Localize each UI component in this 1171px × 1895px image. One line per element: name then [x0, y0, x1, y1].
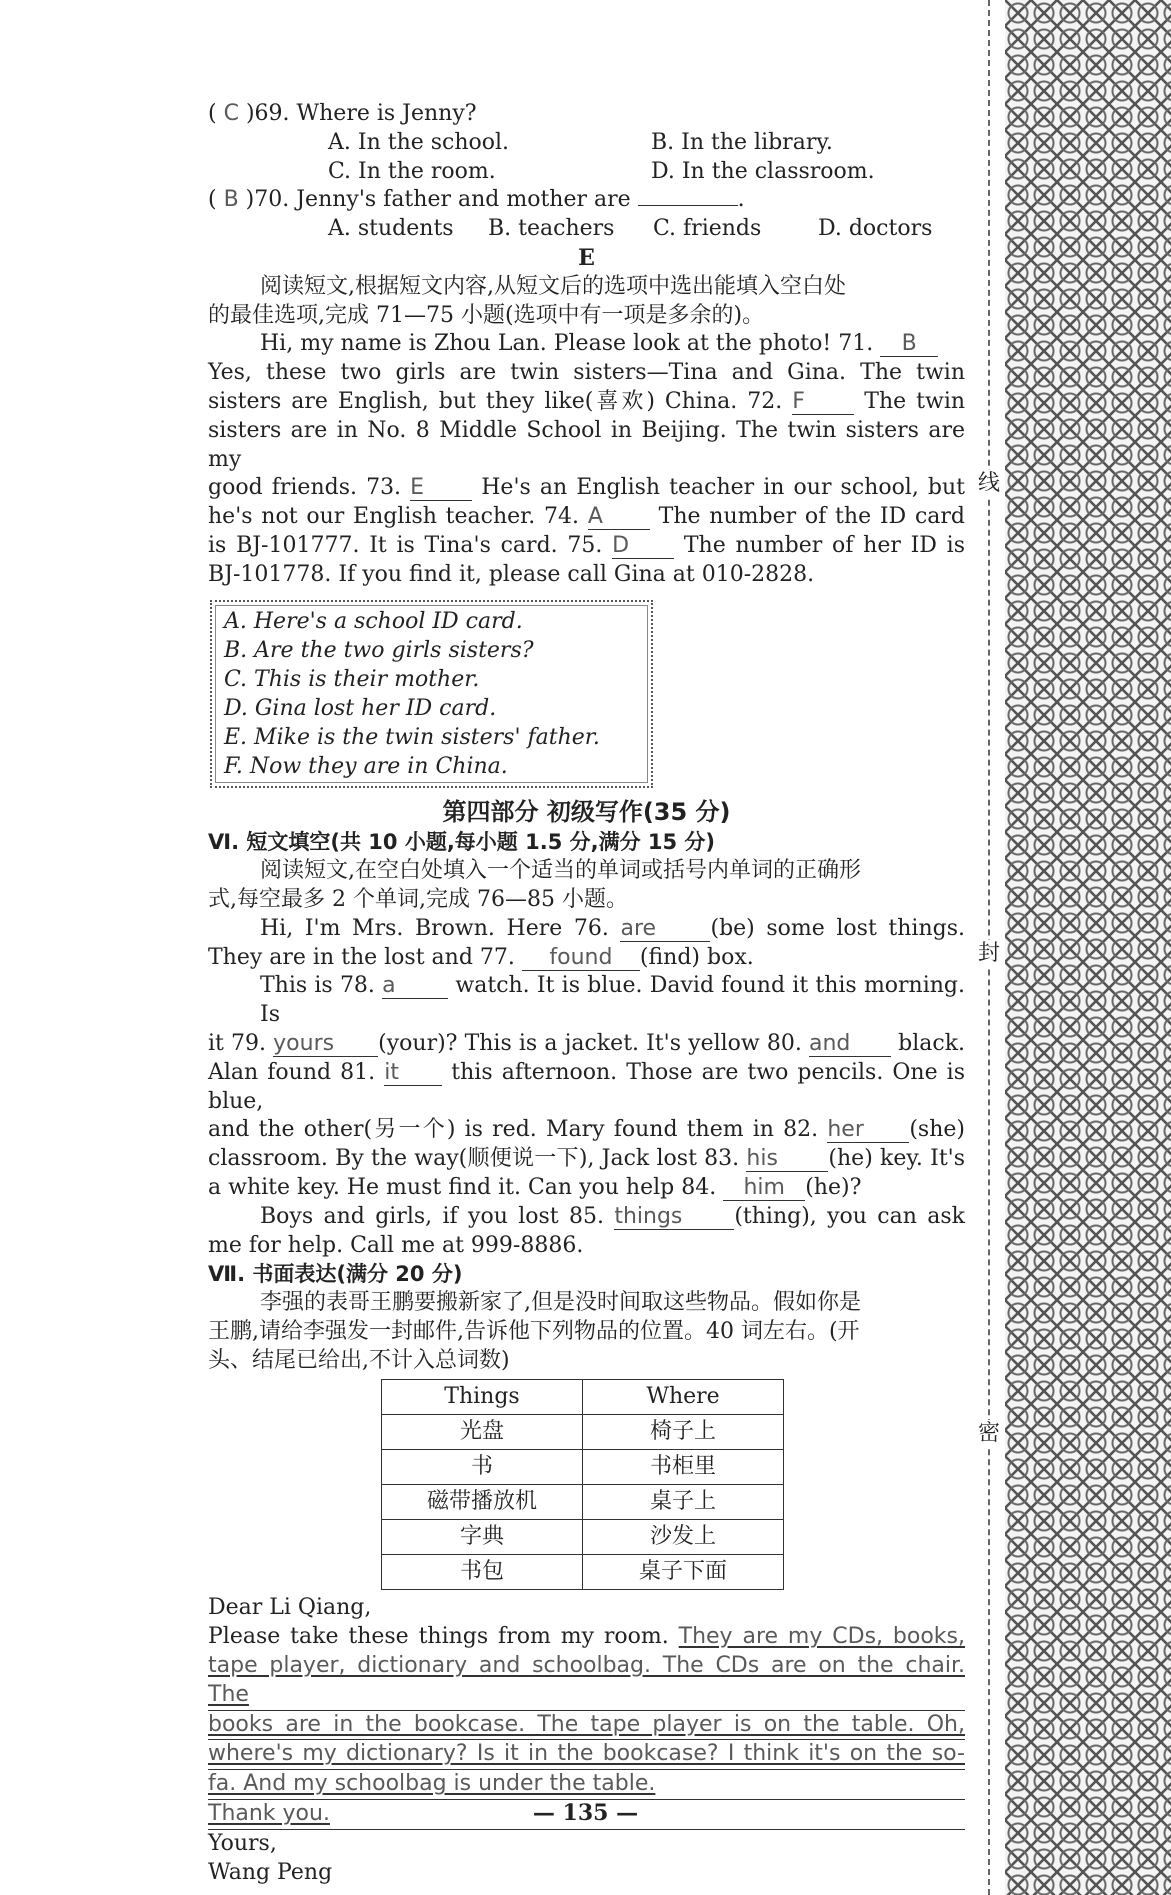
things-table — [381, 1379, 784, 1590]
part4-title: 第四部分 初级写作(35 分) — [442, 797, 731, 826]
essay-line-4: where's my dictionary? Is it in the bookcase? I think it's on the so- — [208, 1740, 965, 1770]
table-row: 书包 桌子下面 — [382, 1555, 784, 1590]
answer-84: him — [723, 1176, 805, 1201]
table-row: 光盘 椅子上 — [382, 1415, 784, 1450]
essay-thanks: Thank you. — [208, 1800, 965, 1830]
q70-option-d: D. doctors — [818, 216, 933, 242]
section-vi-title: Ⅵ. 短文填空(共 10 小题,每小题 1.5 分,满分 15 分) — [208, 830, 716, 855]
answer-76: are — [620, 917, 710, 942]
page-content: ( C )69. Where is Jenny? A. In the school. B. In the library. C. In the room. D. In the classroom. ( B )70. Jenny's father and mother are . A. students B. teachers C. friends D. doctors E 阅读短文,根据短文内容,从短文后的选项中选出能填入空白处 的最佳选项,完成 71—75 小题(选项中有一项是多余的)。 Hi, my name is Zhou Lan. Please look at the photo! 71. B Yes, these two girls are twin sisters—Tina and Gina. The twin sisters are English, but they like(喜欢) China. 72. F The twin sisters are in No. 8 Middle School in Beijing. The twin sisters are my good friends. 73. E He's an English teacher in our school, but he's not our English teacher. 74. A The number of the ID card is BJ-101777. It is Tina's card. 75. D The number of her ID is BJ-101778. If you find it, please call Gina at 010-2828. A. Here's a school ID card. B. Are the two girls sisters? C. This is their mother. D. Gina lost her ID card. E. Mike is the twin sisters' father. F. Now they are in China. 第四部分 初级写作(35 分) Ⅵ. 短文填空(共 10 小题,每小题 1.5 分,满分 15 分) 阅读短文,在空白处填入一个适当的单词或括号内单词的正确形 式,每空最多 2 个单词,完成 76—85 小题。 Hi, I'm Mrs. Brown. Here 76. are (be) some lost things. They are in the lost and 77. found (find) box. This is 78. a watch. It is blue. David found it this morning. Is it 79. yours (your)? This is a jacket. It's yellow 80. and black. Alan found 81. it this afternoon. Those are two pencils. One is blue, and the other(另一个) is red. Mary found them in 82. her (she) classroom. By the way(顺便说一下), Jack lost 83. his (he) key. It's a white key. He must find it. Can you help 84. him (he)? Boys and girls, if you lost 85. things (thing), you can ask me for help. Call me at 999-8886. Ⅶ. 书面表达(满分 20 分) 李强的表哥王鹏要搬新家了,但是没时间取这些物品。假如你是 王鹏,请给李强发一封邮件,告诉他下列物品的位置。40 词左右。(开 头、结尾已给出,不计入总词数) Things Where 光盘 椅子上 书 书柜里 磁带播放机 桌子上 字典 沙发上 书包 桌子下面 Dear Li Qiang, Please take these things from my room. They are my CDs, books, tape player, dictionary and schoolbag. The CDs are on the chair. The books are in the bookcase. The tape player is on the table. Oh, where's my dictionary? Is it in the bookcase? I think it's on the so- fa. And my schoolbag is under the table. Thank you. Yours, Wang Peng — [208, 100, 965, 1887]
option-a: A. Here's a school ID card. — [224, 608, 523, 634]
answer-77: found — [522, 946, 640, 971]
table-header-things: Things — [382, 1380, 583, 1415]
table-row: 书 书柜里 — [382, 1450, 784, 1485]
q70-option-b: B. teachers — [488, 216, 615, 242]
q69-option-c: C. In the room. — [328, 158, 496, 184]
option-b: B. Are the two girls sisters? — [224, 637, 534, 663]
essay-line-5: fa. And my schoolbag is under the table. — [208, 1770, 965, 1800]
essay-line-3: books are in the bookcase. The tape player is on the table. Oh, — [208, 1711, 965, 1741]
section-e-title: E — [578, 244, 595, 271]
page-number: — 135 — — [532, 1800, 639, 1826]
answer-80: and — [809, 1032, 891, 1057]
answer-82: her — [827, 1118, 909, 1143]
q69: ( C )69. Where is Jenny? — [208, 101, 477, 126]
q69-option-a: A. In the school. — [328, 129, 510, 155]
letter-signature: Wang Peng — [208, 1859, 333, 1885]
answer-71: B — [880, 332, 938, 357]
margin-pattern — [1005, 0, 1171, 1895]
essay-line-2: tape player, dictionary and schoolbag. The CDs are on the chair. The — [208, 1652, 965, 1711]
side-label-line: 线 — [978, 471, 1001, 496]
q70: ( B )70. Jenny's father and mother are . — [208, 187, 745, 213]
q70-option-a: A. students — [328, 216, 454, 242]
answer-75: D — [612, 534, 674, 559]
option-d: D. Gina lost her ID card. — [224, 695, 497, 721]
answer-78: a — [382, 974, 448, 999]
answer-81: it — [384, 1061, 442, 1086]
letter-greeting: Dear Li Qiang, — [208, 1595, 372, 1621]
letter-closing: Yours, — [208, 1830, 277, 1856]
table-header-where: Where — [583, 1380, 784, 1415]
answer-73: E — [410, 476, 472, 501]
answer-74: A — [588, 505, 650, 530]
option-f: F. Now they are in China. — [224, 753, 508, 779]
table-row: 字典 沙发上 — [382, 1520, 784, 1555]
answer-83: his — [746, 1147, 828, 1172]
options-box — [210, 600, 653, 788]
q69-option-d: D. In the classroom. — [651, 158, 875, 184]
section-vii-title: Ⅶ. 书面表达(满分 20 分) — [208, 1262, 463, 1287]
side-label-seal: 封 — [978, 941, 1001, 966]
q69-answer: C — [223, 101, 239, 126]
table-row: 磁带播放机 桌子上 — [382, 1485, 784, 1520]
q69-option-b: B. In the library. — [651, 129, 833, 155]
q70-option-c: C. friends — [653, 216, 762, 242]
answer-85: things — [614, 1205, 734, 1230]
essay-line-1: They are my CDs, books, — [678, 1624, 965, 1650]
option-e: E. Mike is the twin sisters' father. — [224, 724, 600, 750]
option-c: C. This is their mother. — [224, 666, 480, 692]
side-label-secret: 密 — [978, 1421, 1001, 1446]
q70-answer: B — [223, 187, 239, 213]
answer-79: yours — [273, 1032, 378, 1057]
answer-72: F — [792, 390, 854, 415]
